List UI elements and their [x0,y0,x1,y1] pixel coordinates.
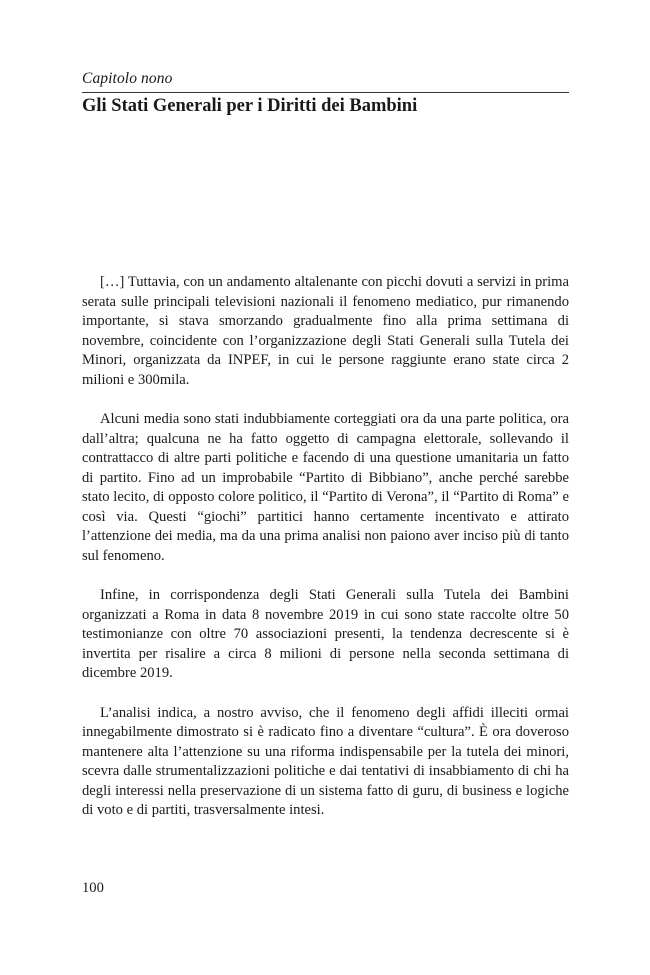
header-rule [82,92,569,93]
paragraph: […] Tuttavia, con un andamento altalenante con picchi dovuti a servizi in prima serata sulle principali televisioni nazionali il fenomeno mediatico, pur rimanendo importante, si stava smorzando gradualmente fino alla prima settimana di novembre, coincidente con l’organizzazione degli Stati Generali sulla Tutela dei Minori, organizzata da INPEF, in cui le persone raggiunte erano state circa 2 milioni e 300mila. [82,274,569,388]
paragraph: Infine, in corrispondenza degli Stati Generali sulla Tutela dei Bambini organizzati a Roma in data 8 novembre 2019 in cui sono state raccolte oltre 50 testimonianze con oltre 70 associazioni presenti, la tendenza decrescente si è invertita per risalire a circa 8 milioni di persone nella seconda settimana di dicembre 2019. [82,587,569,681]
chapter-title: Gli Stati Generali per i Diritti dei Bambini [82,96,418,116]
body-text [82,273,569,841]
paragraph: L’analisi indica, a nostro avviso, che il fenomeno degli affidi illeciti ormai innegabilmente dimostrato si è radicato fino a diventare “cultura”. È ora doveroso mantenere alta l’attenzione su una riforma indispensabile per la tutela dei minori, scevra dalle strumentalizzazioni politiche e dai tentativi di insabbiamento di chi ha degli interessi nella preservazione di un sistema fatto di guru, di business e logiche di voto e di partiti, trasversalmente intesi. [82,704,569,818]
paragraph: Alcuni media sono stati indubbiamente corteggiati ora da una parte politica, ora dall’altra; qualcuna ne ha fatto oggetto di campagna elettorale, sollevando il contrattacco di altre parti politiche e facendo di una questione umanitaria un fatto di partito. Fino ad un improbabile “Partito di Bibbiano”, anche perché sarebbe stato lecito, di opposto colore politico, il “Partito di Verona”, il “Partito di Roma” e così via. Questi “giochi” partitici hanno certamente incentivato e attirato l’attenzione dei media, ma da una prima analisi non paiono aver inciso più di tanto sul fenomeno. [82,411,569,564]
chapter-label: Capitolo nono [82,70,173,87]
page-number: 100 [82,880,104,896]
